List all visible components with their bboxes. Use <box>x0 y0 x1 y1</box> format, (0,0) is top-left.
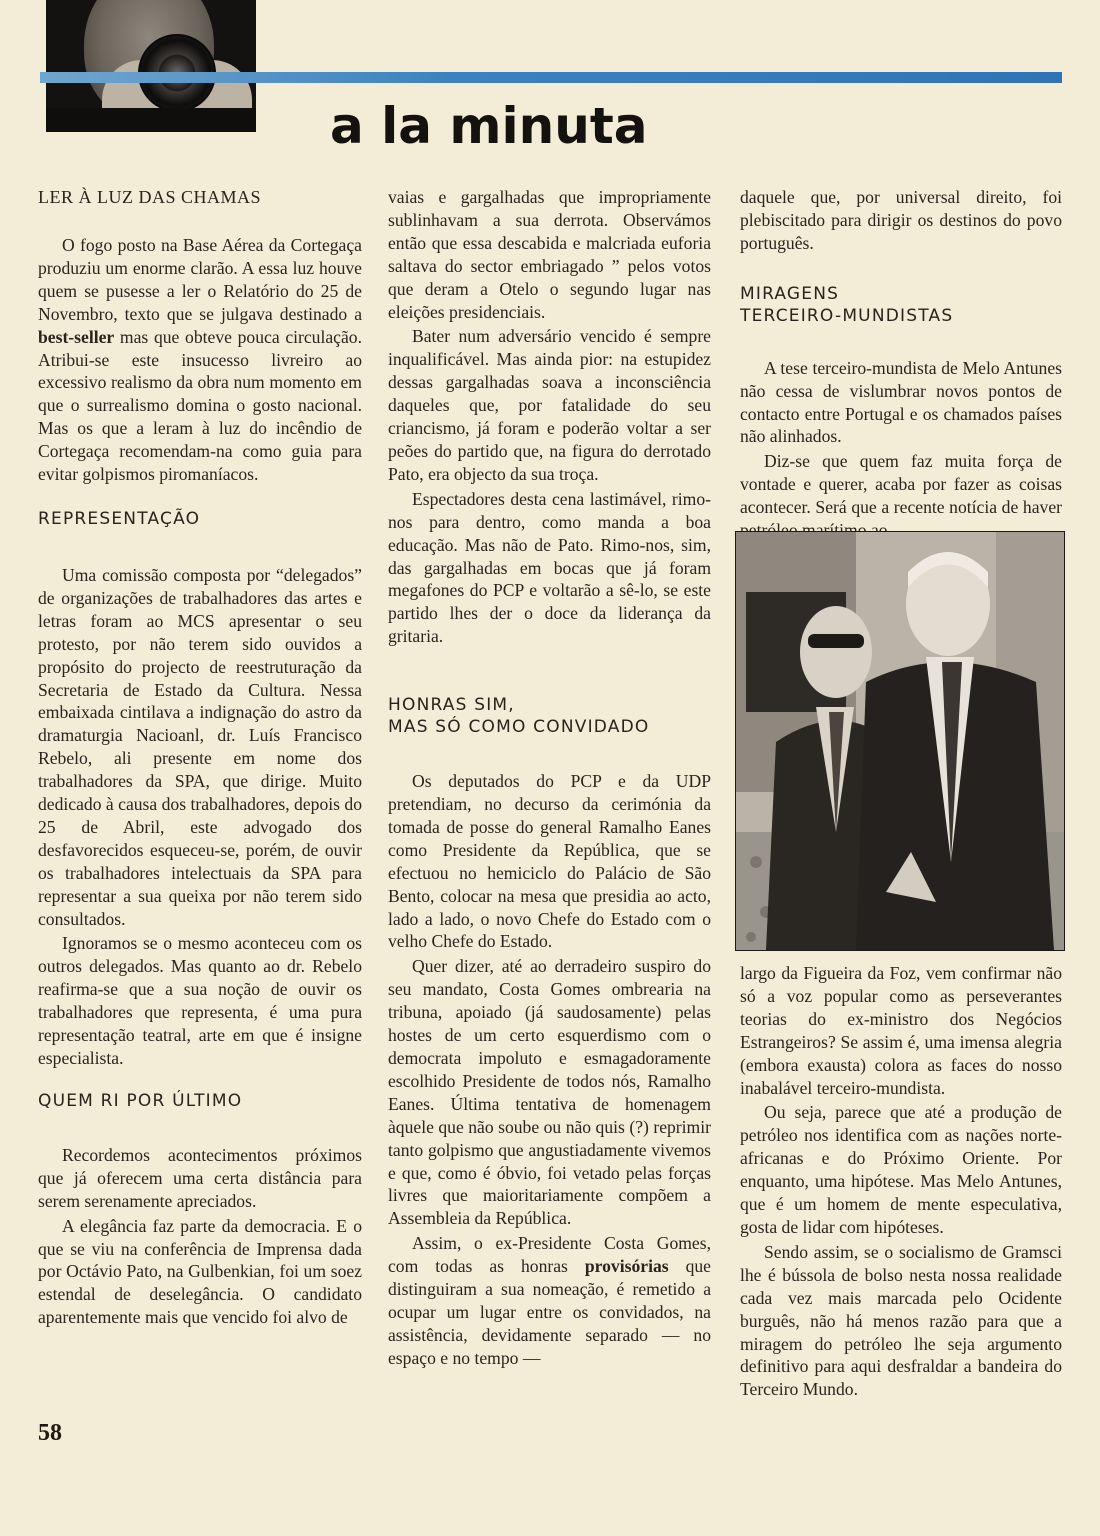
paragraph: largo da Figueira da Foz, vem confirmar não só a voz popular como as perseverantes teorias do ex-ministro dos Negócios Estrangeiros? Se assim é, uma imensa alegria (embora exausta) colora as faces do nosso inabalável terceiro-mundista. <box>740 963 1062 1098</box>
paragraph: Quer dizer, até ao derradeiro suspiro do seu mandato, Costa Gomes ombrearia na tribuna, apoiado (já saudosamente) pelas hostes de um certo esquerdismo com o democrata impoluto e esmagadoramente escolhido Presidente de todos nós, Ramalho Eanes. Última tentativa de homenagem àquele que não soube ou não quis (?) reprimir tanto golpismo que angustiadamente vivemos e que, como é óbvio, foi vetado pelas forças livres que maioritariamente compõem a Assembleia da República. <box>388 956 711 1229</box>
photographer-photo <box>46 0 256 132</box>
paragraph: Ignoramos se o mesmo aconteceu com os outros delegados. Mas quanto ao dr. Rebelo reafirma-se que a sua noção de ouvir os trabalhadores que representa, é uma pura representação teatral, arte em que é insigne especialista. <box>38 933 362 1068</box>
news-photo <box>735 531 1065 951</box>
heading-honras-line2: MAS SÓ COMO CONVIDADO <box>388 717 650 738</box>
paragraph: Assim, o ex-Presidente Costa Gomes, com todas as honras provisórias que distinguiram a sua nomeação, é remetido a ocupar um lugar entre os convidados, na assistência, devidamente separado — no espaço e no tempo — <box>388 1233 711 1368</box>
column-3-continued <box>740 962 1062 1403</box>
column-1 <box>38 186 362 1331</box>
heading-representacao: REPRESENTAÇÃO <box>38 508 201 529</box>
header-rule <box>40 72 1062 83</box>
column-3 <box>740 186 1062 544</box>
paragraph: Recordemos acontecimentos próximos que já oferecem uma certa distância para serem serenamente apreciados. <box>38 1144 362 1211</box>
heading-honras-line1: HONRAS SIM, <box>388 695 515 716</box>
paragraph: Uma comissão composta por “delegados” de organizações de trabalhadores das artes e letras foram ao MCS apresentar o seu protesto, por não terem sido ouvidos a propósito do projecto de reestruturação da Secretaria de Estado da Cultura. Nessa embaixada cintilava a indignação do astro da dramaturgia Nacioanl, dr. Luís Francisco Rebelo, ali presente em nome dos trabalhadores da SPA, que dirige. Muito dedicado à causa dos trabalhadores, depois do 25 de Abril, este advogado dos desfavorecidos esqueceu-se, porém, de ouvir os trabalhadores intelectuais da SPA para representar a sua queixa por não terem sido consultados. <box>38 564 362 929</box>
section-title: a la minuta <box>330 97 648 155</box>
paragraph: Diz-se que quem faz muita força de vontade e querer, acaba por fazer as coisas acontecer. Será que a recente notícia de haver <box>740 451 1062 518</box>
column-2 <box>388 186 711 1372</box>
paragraph: A elegância faz parte da democracia. E o que se viu na conferência de Imprensa dada por Octávio Pato, na Gulbenkian, foi um soez estendal de deselegância. O candidato aparentemente mais que vencido foi alvo de <box>38 1215 362 1328</box>
page-number: 58 <box>38 1420 62 1446</box>
heading-miragens-line2: TERCEIRO-MUNDISTAS <box>740 305 954 326</box>
paragraph: Sendo assim, se o socialismo de Gramsci lhe é bússola de bolso nesta nossa realidade cada vez mais marcada pelo Ocidente burguês, não há menos razão para que a miragem do petróleo lhe seja argumento definitivo para aqui desfraldar a bandeira do Terceiro Mundo. <box>740 1241 1062 1400</box>
paragraph: A tese terceiro-mundista de Melo Antunes não cessa de vislumbrar novos pontos de contacto entre Portugal e os chamados países não alinhados. <box>740 357 1062 447</box>
paragraph: Espectadores desta cena lastimável, rimo-nos para dentro, como manda a boa educação. Mas não de Pato. Rimo-nos, sim, das gargalhadas em bocas que já foram megafones do PCP e voltarão a sê-lo, se este partido lhes der o doce da liderança da gritaria. <box>388 488 711 647</box>
heading-miragens-line1: MIRAGENS <box>740 283 840 304</box>
paragraph: O fogo posto na Base Aérea da Cortegaça produziu um enorme clarão. A essa luz houve quem se pusesse a ler o Relatório do 25 de Novembro, texto que se julgava destinado a best-seller mas que obteve pouca circulação. Atribui-se este insucesso livreiro ao excessivo realismo da obra num momento em que o surrealismo domina o gosto nacional. Mas os que a leram à luz do incêndio de Cortegaça recomendam-na como guia para evitar golpismos piromaníacos. <box>38 235 362 485</box>
paragraph: daquele que, por universal direito, foi plebiscitado para dirigir os destinos do povo português. <box>740 187 1062 253</box>
heading-quem-ri: QUEM RI POR ÚLTIMO <box>38 1090 243 1111</box>
paragraph: Bater num adversário vencido é sempre inqualificável. Mas ainda pior: na estupidez dessas gargalhadas soava a inconsciência daqueles que, por fatalidade do seu criancismo, já foram e poderão voltar a ser peões do partido que, na figura do derrotado Pato, era objecto da sua troça. <box>388 326 711 484</box>
photo-sleeve <box>46 108 256 132</box>
paragraph: vaias e gargalhadas que impropriamente sublinhavam a sua derrota. Observámos então que essa descabida e malcriada euforia saltava do sector embriagado ” pelos votos que deram a Otelo o segundo lugar nas eleições presidenciais. <box>388 187 711 322</box>
photo-two-men <box>736 532 1064 950</box>
paragraph: Ou seja, parece que até a produção de petróleo nos identifica com as nações norte-africanas e do Próximo Oriente. Por enquanto, uma hipótese. Mas Melo Antunes, que é um homem de mente especulativa, gosta de lidar com hipóteses. <box>740 1102 1062 1237</box>
paragraph: Os deputados do PCP e da UDP pretendiam, no decurso da cerimónia da tomada de posse do general Ramalho Eanes como Presidente da República, que se efectuou no hemiciclo do Palácio de São Bento, colocar na mesa que presidia ao acto, lado a lado, o novo Chefe do Estado com o velho Chefe do Estado. <box>388 771 711 952</box>
heading-ler-a-luz: LER À LUZ DAS CHAMAS <box>38 187 262 207</box>
